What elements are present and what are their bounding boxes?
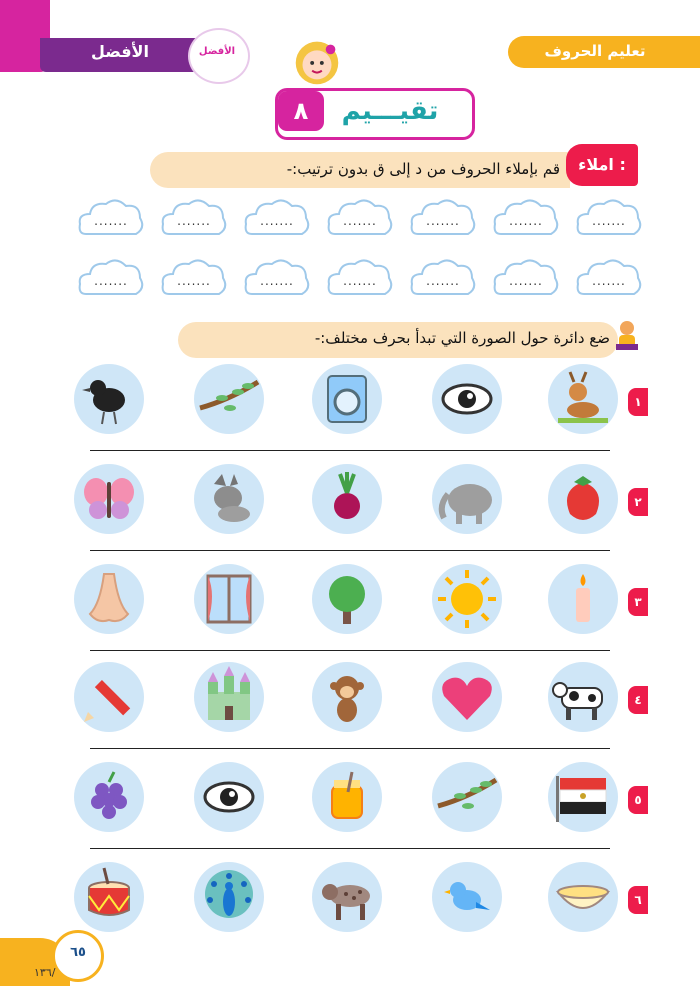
- dictation-blank[interactable]: .......: [343, 214, 377, 228]
- picture-choice[interactable]: [432, 364, 502, 434]
- picture-choice[interactable]: [194, 662, 264, 732]
- dictation-blank[interactable]: .......: [509, 274, 543, 288]
- picture-choice[interactable]: [194, 364, 264, 434]
- picture-choice[interactable]: [432, 564, 502, 634]
- row-separator: [90, 650, 610, 651]
- dictation-blank[interactable]: .......: [177, 274, 211, 288]
- picture-choice[interactable]: [194, 862, 264, 932]
- candle-icon: [548, 564, 618, 634]
- tree-icon: [312, 564, 382, 634]
- dictation-blank[interactable]: .......: [343, 274, 377, 288]
- elephant-icon: [432, 464, 502, 534]
- window-icon: [194, 564, 264, 634]
- picture-choice[interactable]: [548, 862, 618, 932]
- subject-tab-label: تعليم الحروف: [544, 42, 646, 60]
- crow-icon: [74, 364, 144, 434]
- drum-icon: [74, 862, 144, 932]
- row-separator: [90, 748, 610, 749]
- heart-icon: [432, 662, 502, 732]
- picture-choice[interactable]: [548, 564, 618, 634]
- picture-choice[interactable]: [548, 762, 618, 832]
- pencil-icon: [74, 662, 144, 732]
- row-number: ٣: [628, 588, 648, 616]
- picture-choice[interactable]: [312, 762, 382, 832]
- brand-logo-text: الأفضل: [198, 46, 236, 57]
- row-separator: [90, 550, 610, 551]
- branch-icon: [432, 762, 502, 832]
- dictation-tag: املاء :: [566, 144, 638, 186]
- eye-icon: [194, 762, 264, 832]
- dictation-blank[interactable]: .......: [592, 274, 626, 288]
- peacock-icon: [194, 862, 264, 932]
- egypt-flag-icon: [548, 762, 618, 832]
- page-number-alt: ١٣٦/: [34, 966, 56, 979]
- dictation-blank[interactable]: .......: [94, 274, 128, 288]
- picture-choice[interactable]: [194, 464, 264, 534]
- page-number: ٦٥: [52, 930, 104, 982]
- picture-choice[interactable]: [548, 364, 618, 434]
- circle-task-instruction: ضع دائرة حول الصورة التي تبدأ بحرف مختلف:-: [314, 329, 610, 347]
- dictation-blank[interactable]: .......: [426, 274, 460, 288]
- picture-choice[interactable]: [312, 662, 382, 732]
- dictation-blank[interactable]: .......: [592, 214, 626, 228]
- row-number: ٤: [628, 686, 648, 714]
- picture-choice[interactable]: [432, 762, 502, 832]
- branch-icon: [194, 364, 264, 434]
- wolf-icon: [194, 464, 264, 534]
- dictation-blank[interactable]: .......: [509, 214, 543, 228]
- header-brand-label: الأفضل: [91, 42, 149, 61]
- picture-choice[interactable]: [194, 762, 264, 832]
- dictation-instruction: قم بإملاء الحروف من د إلى ق بدون ترتيب:-: [286, 160, 560, 178]
- sun-icon: [432, 564, 502, 634]
- honey-icon: [312, 762, 382, 832]
- picture-choice[interactable]: [432, 862, 502, 932]
- deer-icon: [548, 364, 618, 434]
- row-separator: [90, 450, 610, 451]
- nose-icon: [74, 564, 144, 634]
- row-separator: [90, 848, 610, 849]
- girl-mascot-icon: [288, 32, 346, 90]
- strawberry-icon: [548, 464, 618, 534]
- dictation-blank[interactable]: .......: [260, 274, 294, 288]
- cow-icon: [548, 662, 618, 732]
- picture-choice[interactable]: [548, 662, 618, 732]
- picture-choice[interactable]: [194, 564, 264, 634]
- picture-choice[interactable]: [312, 364, 382, 434]
- bird-icon: [432, 862, 502, 932]
- picture-choice[interactable]: [312, 564, 382, 634]
- eye-icon: [432, 364, 502, 434]
- picture-choice[interactable]: [74, 662, 144, 732]
- picture-choice[interactable]: [548, 464, 618, 534]
- dictation-blank[interactable]: .......: [426, 214, 460, 228]
- hyena-icon: [312, 862, 382, 932]
- assessment-title: تقيـــيم: [341, 96, 439, 126]
- washing-machine-icon: [312, 364, 382, 434]
- picture-choice[interactable]: [312, 464, 382, 534]
- picture-choice[interactable]: [74, 464, 144, 534]
- butterfly-icon: [74, 464, 144, 534]
- assessment-number: ٨: [278, 91, 324, 131]
- row-number: ٦: [628, 886, 648, 914]
- picture-choice[interactable]: [432, 662, 502, 732]
- bowl-icon: [548, 862, 618, 932]
- dictation-blank[interactable]: .......: [94, 214, 128, 228]
- dictation-blank[interactable]: .......: [260, 214, 294, 228]
- monkey-icon: [312, 662, 382, 732]
- child-reading-icon: [612, 318, 642, 356]
- beet-icon: [312, 464, 382, 534]
- picture-choice[interactable]: [432, 464, 502, 534]
- dictation-blank[interactable]: .......: [177, 214, 211, 228]
- picture-choice[interactable]: [74, 862, 144, 932]
- row-number: ٢: [628, 488, 648, 516]
- grapes-icon: [74, 762, 144, 832]
- picture-choice[interactable]: [312, 862, 382, 932]
- castle-icon: [194, 662, 264, 732]
- picture-choice[interactable]: [74, 762, 144, 832]
- row-number: ٥: [628, 786, 648, 814]
- picture-choice[interactable]: [74, 564, 144, 634]
- row-number: ١: [628, 388, 648, 416]
- picture-choice[interactable]: [74, 364, 144, 434]
